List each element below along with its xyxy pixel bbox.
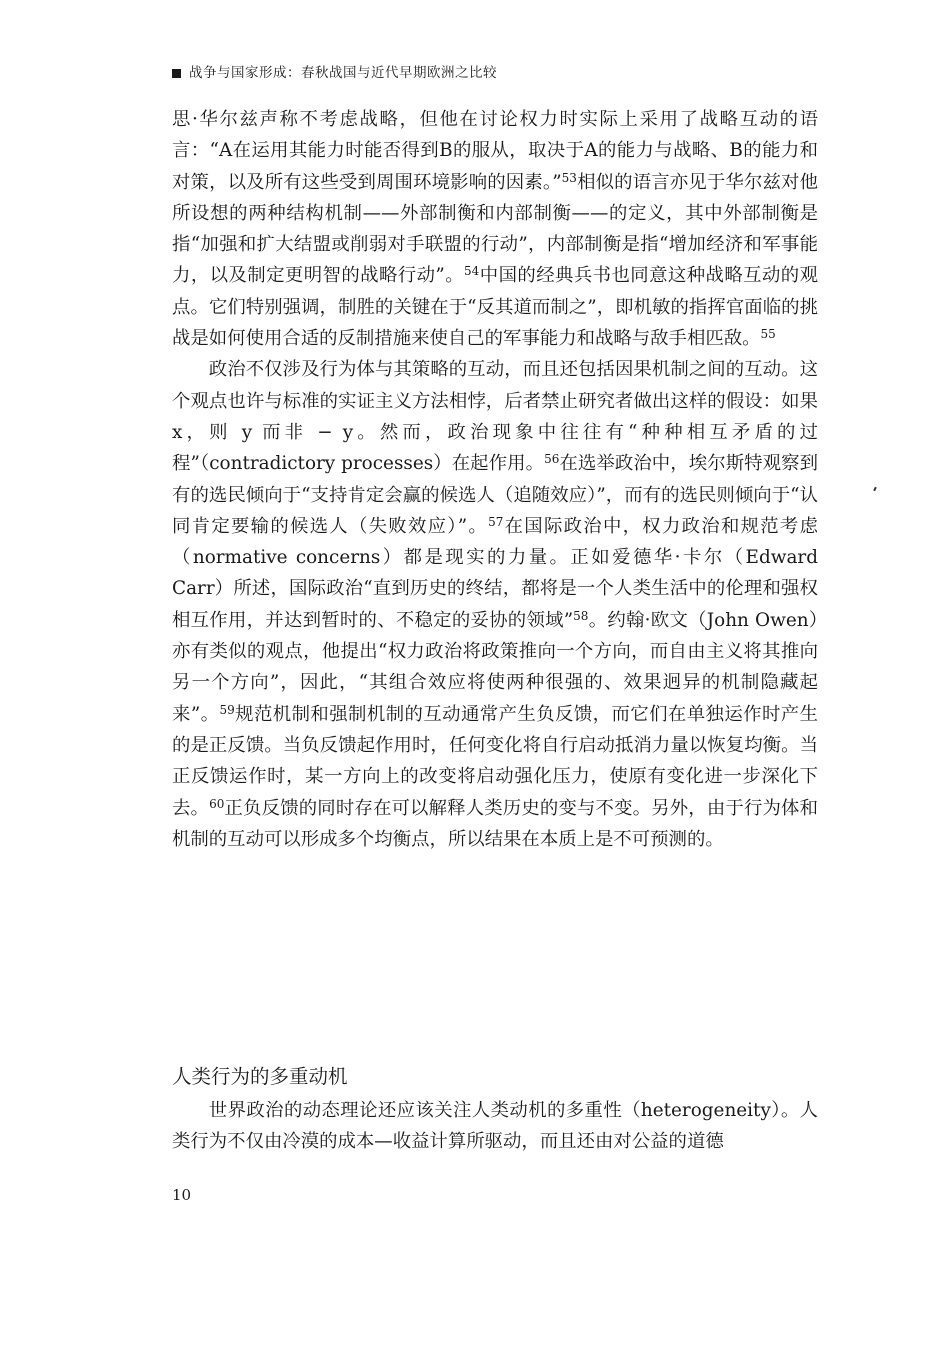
- header-square-icon: [172, 69, 181, 78]
- note-marker: 55: [760, 327, 776, 342]
- note-marker: 54: [464, 264, 480, 279]
- text-run: 中国的经典兵书也同意这种战略互动的观点。它们特别强调，制胜的关键在于“反其道而制之”，即机敏的指挥官面临的挑战是如何使用合适的反制措施来使自己的军事能力和战略与敌手相匹敌。: [172, 265, 818, 350]
- running-header: [172, 64, 497, 82]
- running-title: 战争与国家形成：春秋战国与近代早期欧洲之比较: [189, 65, 497, 81]
- section-heading: 人类行为的多重动机: [172, 1065, 348, 1088]
- page-number: 10: [172, 1186, 192, 1204]
- note-marker: 59: [219, 702, 235, 717]
- body-text: [172, 104, 818, 855]
- text-run: 规范机制和强制机制的互动通常产生负反馈，而它们在单独运作时产生的是正反馈。当负反馈起作用时，任何变化将自行启动抵消力量以恢复均衡。当正反馈运作时，某一方向上的改变将启动强化压力，使原有变化进一步深化下去。: [172, 703, 818, 819]
- text-run: 在选举政治中，埃尔斯特观察到有的选民倾向于“支持肯定会赢的候选人（追随效应）”，而有的选民则倾向于“认同肯定要输的候选人（失败效应）”。: [172, 453, 818, 537]
- note-marker: 56: [544, 452, 560, 467]
- section-paragraph: 世界政治的动态理论还应该关注人类动机的多重性（heterogeneity）。人类行为不仅由冷漠的成本—收益计算所驱动，而且还由对公益的道德: [172, 1100, 818, 1153]
- paragraph-continued: [172, 104, 818, 354]
- text-run: 思·华尔兹声称不考虑战略，但他在讨论权力时实际上采用了战略互动的语言：“A在运用其能力时能否得到B的服从，取决于A的能力与战略、B的能力和对策，以及所有这些受到周围环境影响的因素。”: [172, 109, 818, 193]
- text-run: 。约翰·欧文（John Owen）亦有类似的观点，他提出“权力政治将政策推向一个方向，而自由主义将其推向另一个方向”，因此，“其组合效应将使两种很强的、效果迥异的机制隐藏起来”。: [172, 609, 819, 725]
- section-body: [172, 1095, 818, 1158]
- text-run: 在国际政治中，权力政治和规范考虑（normative concerns）都是现实的力量。正如爱德华·卡尔（Edward Carr）所述，国际政治“直到历史的终结，都将是一个人类生活中的伦理和强权相互作用，并达到暂时的、不稳定的妥协的领域”: [172, 515, 818, 631]
- note-marker: 60: [209, 796, 225, 811]
- note-marker: 58: [573, 608, 589, 623]
- scan-speck: [873, 487, 877, 491]
- text-run: 政治不仅涉及行为体与其策略的互动，而且还包括因果机制之间的互动。这个观点也许与标准的实证主义方法相悖，后者禁止研究者做出这样的假设：如果 x，则 y 而非 − y。然而，政治现象中往往有“种种相互矛盾的过程”（contradictory processes）在起作用。: [172, 359, 818, 475]
- text-run: 相似的语言亦见于华尔兹对他所设想的两种结构机制——外部制衡和内部制衡——的定义，其中外部制衡是指“加强和扩大结盟或削弱对手联盟的行动”，内部制衡是指“增加经济和军事能力，以及制定更明智的战略行动”。: [172, 171, 818, 287]
- note-marker: 57: [488, 514, 504, 529]
- note-marker: 53: [561, 170, 577, 185]
- paragraph-interaction: [172, 354, 818, 855]
- text-run: 正负反馈的同时存在可以解释人类历史的变与不变。另外，由于行为体和机制的互动可以形成多个均衡点，所以结果在本质上是不可预测的。: [172, 797, 818, 850]
